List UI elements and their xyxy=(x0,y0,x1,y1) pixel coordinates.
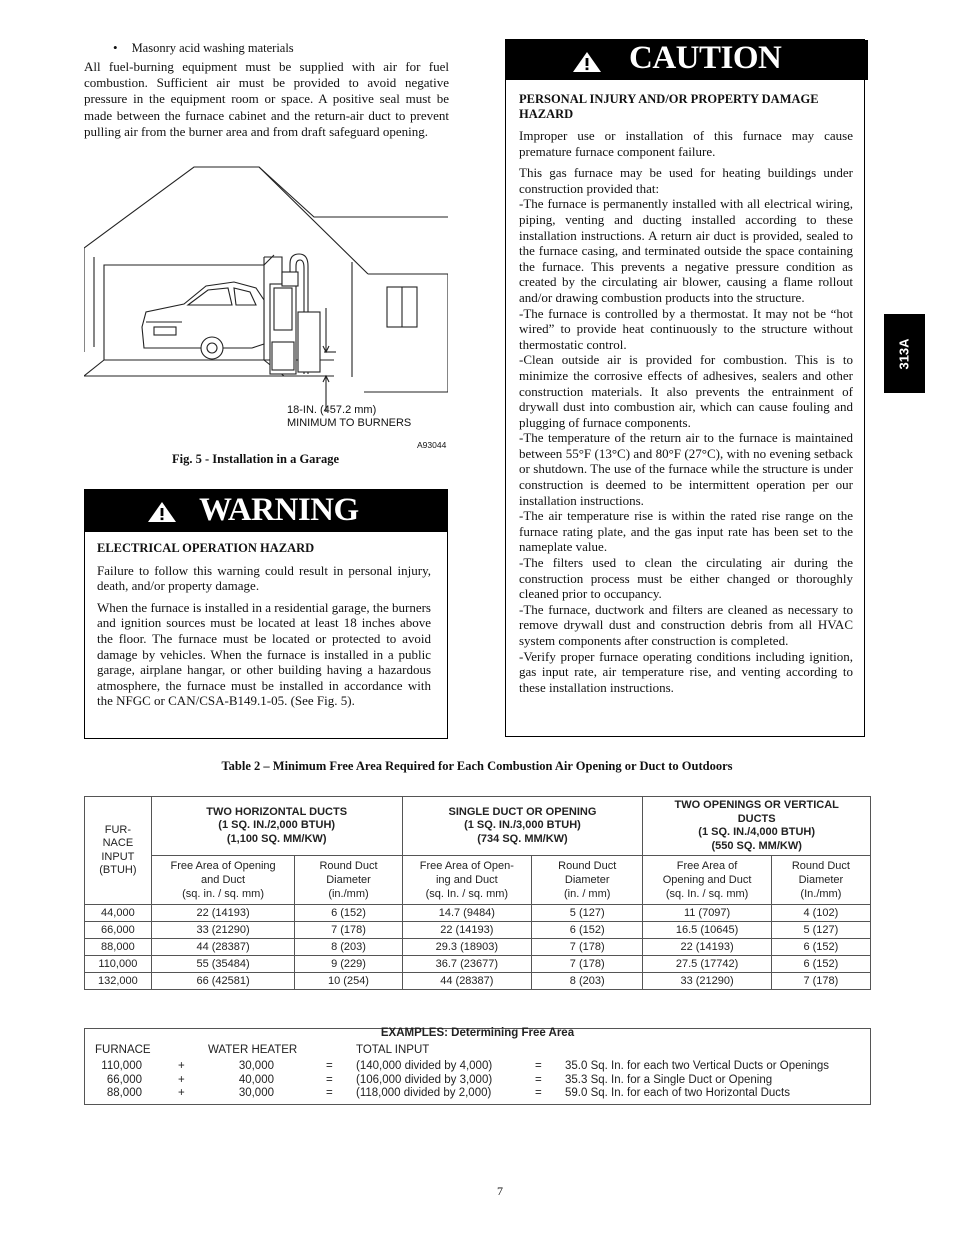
subheader-duct-diameter: Round Duct Diameter (in./mm) xyxy=(295,856,402,905)
combustion-air-paragraph: All fuel-burning equipment must be supplied with air for fuel combustion. Sufficient air must be provided to avoid negative pressure in the equipment room or space. A positive seal must be made between the furnace cabinet and the return-air duct to prevent pulling air from the burner area and from draft safeguard opening. xyxy=(84,59,449,139)
table-cell: 44 (28387) xyxy=(402,973,531,990)
example-plus: + xyxy=(178,1087,185,1099)
example-result: 35.3 Sq. In. for a Single Duct or Opening xyxy=(565,1074,773,1086)
table-cell: 29.3 (18903) xyxy=(402,939,531,956)
caution-triangle-icon xyxy=(572,51,602,73)
table-cell: 7 (178) xyxy=(771,973,870,990)
group-header-single-duct: SINGLE DUCT OR OPENING (1 SQ. IN./3,000 BTUH) (734 SQ. MM/KW) xyxy=(402,797,643,856)
table-cell: 5 (127) xyxy=(771,922,870,939)
table-cell: 55 (35484) xyxy=(151,956,295,973)
subheader-duct-diameter: Round Duct Diameter (in. / mm) xyxy=(532,856,643,905)
example-result: 59.0 Sq. In. for each of two Horizontal Ducts xyxy=(565,1087,791,1099)
example-equals: = xyxy=(535,1060,542,1072)
caution-item: -Verify proper furnace operating conditions including ignition, gas input rate, air temperature rise, and venting according to these installation instructions. xyxy=(519,648,853,695)
page-number: 7 xyxy=(497,1184,503,1198)
example-equals: = xyxy=(326,1060,333,1072)
example-equals: = xyxy=(535,1087,542,1099)
table-cell: 9 (229) xyxy=(295,956,402,973)
table-cell: 7 (178) xyxy=(295,922,402,939)
examples-header-water-heater: WATER HEATER xyxy=(208,1044,298,1056)
subheader-free-area: Free Area of Opening and Duct (sq. in. / sq. mm) xyxy=(151,856,295,905)
table-cell: 6 (152) xyxy=(771,939,870,956)
figure-dimension-label: 18-IN. (457.2 mm) MINIMUM TO BURNERS xyxy=(287,404,412,429)
table-row xyxy=(85,922,871,939)
table-cell: 7 (178) xyxy=(532,939,643,956)
caution-paragraph-2: This gas furnace may be used for heating buildings under construction provided that: xyxy=(519,165,853,196)
example-furnace: 66,000 xyxy=(106,1074,142,1086)
table-row xyxy=(85,973,871,990)
warning-box xyxy=(84,489,448,739)
caution-paragraph-1: Improper use or installation of this furnace may cause premature furnace component failure. xyxy=(519,128,853,159)
table-cell: 8 (203) xyxy=(532,973,643,990)
subheader-free-area: Free Area of Opening and Duct (sq. In. / sq. mm) xyxy=(643,856,771,905)
warning-paragraph-2: When the furnace is installed in a residential garage, the burners and ignition sources must be located at least 18 inches above the floor. The furnace must be located or protected to avoid damage by vehicles. When the furnace is installed in a public garage, airplane hangar, or other building having a hazardous atmosphere, the furnace must be installed in accordance with the NFGC or CAN/CSA-B149.1-05. (See Fig. 5). xyxy=(97,599,431,709)
table-cell: 44,000 xyxy=(85,905,152,922)
caution-item: -The furnace is controlled by a thermostat. It may not be “hot wired” to provide heat continuously to the structure without thermostatic control. xyxy=(519,305,853,352)
caution-box xyxy=(505,39,865,737)
table-cell: 8 (203) xyxy=(295,939,402,956)
caution-item: -The air temperature rise is within the rated rise range on the furnace rating plate, and the gas input rate has been set to the nameplate value. xyxy=(519,508,853,555)
caution-body xyxy=(519,92,853,695)
example-total: (106,000 divided by 3,000) xyxy=(356,1074,493,1086)
table-cell: 5 (127) xyxy=(532,905,643,922)
table-cell: 6 (152) xyxy=(532,922,643,939)
section-side-tab: 313A xyxy=(884,314,925,393)
table-title: Table 2 – Minimum Free Area Required for Each Combustion Air Opening or Duct to Outdoors xyxy=(221,759,733,773)
example-result: 35.0 Sq. In. for each two Vertical Ducts or Openings xyxy=(565,1060,830,1072)
caution-item: -The temperature of the return air to the furnace is maintained between 55°F (13°C) and 80°F (27°C), with no evening setback or shutdown. The use of the furnace while the structure is under construction is deemed to be intermittent operation per our installation instructions. xyxy=(519,430,853,508)
examples-header-total-input: TOTAL INPUT xyxy=(356,1044,430,1056)
bullet-dot-icon: • xyxy=(113,40,118,55)
example-furnace: 110,000 xyxy=(101,1060,142,1072)
furnace-input-header: FUR- NACE INPUT (BTUH) xyxy=(85,797,152,905)
table-cell: 16.5 (10645) xyxy=(643,922,771,939)
caution-header xyxy=(506,40,868,80)
free-area-table xyxy=(84,796,871,990)
example-total: (140,000 divided by 4,000) xyxy=(356,1060,493,1072)
group-header-two-openings: TWO OPENINGS OR VERTICAL DUCTS (1 SQ. IN./4,000 BTUH) (550 SQ. MM/KW) xyxy=(643,797,871,856)
table-cell: 6 (152) xyxy=(295,905,402,922)
bullet-item: • Masonry acid washing materials xyxy=(113,40,294,55)
caution-item: -Clean outside air is provided for combustion. This is to minimize the corrosive effects of adhesives, sealers and other construction materials. It also prevents the entrainment of drywall dust into combustion air, which can cause fouling and plugging of furnace components. xyxy=(519,352,853,430)
table-cell: 33 (21290) xyxy=(151,922,295,939)
figure-caption: Fig. 5 - Installation in a Garage xyxy=(172,452,340,466)
table-cell: 66 (42581) xyxy=(151,973,295,990)
table-row xyxy=(85,939,871,956)
table-cell: 11 (7097) xyxy=(643,905,771,922)
example-water: 30,000 xyxy=(238,1087,274,1099)
table-cell: 36.7 (23677) xyxy=(402,956,531,973)
warning-title: WARNING xyxy=(199,492,359,528)
table-cell: 7 (178) xyxy=(532,956,643,973)
table-cell: 4 (102) xyxy=(771,905,870,922)
examples-box xyxy=(84,1028,871,1105)
figure-id: A93044 xyxy=(417,440,447,450)
warning-paragraph-1: Failure to follow this warning could result in personal injury, death, and/or property damage. xyxy=(97,562,431,594)
table-cell: 110,000 xyxy=(85,956,152,973)
table-cell: 27.5 (17742) xyxy=(643,956,771,973)
example-equals: = xyxy=(326,1074,333,1086)
warning-header xyxy=(85,490,447,532)
warning-triangle-icon xyxy=(147,501,177,523)
example-water: 30,000 xyxy=(238,1060,274,1072)
table-cell: 22 (14193) xyxy=(402,922,531,939)
table-cell: 10 (254) xyxy=(295,973,402,990)
warning-heading: ELECTRICAL OPERATION HAZARD xyxy=(97,541,315,555)
warning-body xyxy=(97,541,431,715)
group-header-two-horizontal-ducts: TWO HORIZONTAL DUCTS (1 SQ. IN./2,000 BTUH) (1,100 SQ. MM/KW) xyxy=(151,797,402,856)
caution-heading: PERSONAL INJURY AND/OR PROPERTY DAMAGE HAZARD xyxy=(519,92,819,121)
table-cell: 22 (14193) xyxy=(643,939,771,956)
caution-item: -The furnace, ductwork and filters are cleaned as necessary to remove drywall dust and construction debris from all HVAC system components after construction is completed. xyxy=(519,601,853,648)
subheader-free-area: Free Area of Open- ing and Duct (sq. In. / sq. mm) xyxy=(402,856,531,905)
caution-item: -The filters used to clean the circulating air during the construction process must be either changed or thoroughly cleaned prior to occupancy. xyxy=(519,555,853,602)
table-cell: 14.7 (9484) xyxy=(402,905,531,922)
table-cell: 33 (21290) xyxy=(643,973,771,990)
table-cell: 66,000 xyxy=(85,922,152,939)
table-cell: 22 (14193) xyxy=(151,905,295,922)
caution-title: CAUTION xyxy=(629,40,782,76)
table-cell: 88,000 xyxy=(85,939,152,956)
example-equals: = xyxy=(326,1087,333,1099)
table-row xyxy=(85,956,871,973)
table-cell: 132,000 xyxy=(85,973,152,990)
example-plus: + xyxy=(178,1074,185,1086)
table-cell: 44 (28387) xyxy=(151,939,295,956)
examples-header-furnace: FURNACE xyxy=(95,1044,151,1056)
example-water: 40,000 xyxy=(238,1074,274,1086)
example-equals: = xyxy=(535,1074,542,1086)
subheader-duct-diameter: Round Duct Diameter (In./mm) xyxy=(771,856,870,905)
example-furnace: 88,000 xyxy=(106,1087,142,1099)
example-total: (118,000 divided by 2,000) xyxy=(356,1087,492,1099)
examples-title: EXAMPLES: Determining Free Area xyxy=(380,1027,575,1039)
table-row xyxy=(85,905,871,922)
table-cell: 6 (152) xyxy=(771,956,870,973)
example-plus: + xyxy=(178,1060,185,1072)
caution-item: -The furnace is permanently installed with all electrical wiring, piping, venting and ducting installed according to these installation instructions. A return air duct is provided, sealed to the furnace casing, and terminated outside the space containing the furnace. This prevents a negative pressure condition as created by the circulating air blower, causing a flame rollout and/or drawing combustion products into the structure. xyxy=(519,196,853,305)
